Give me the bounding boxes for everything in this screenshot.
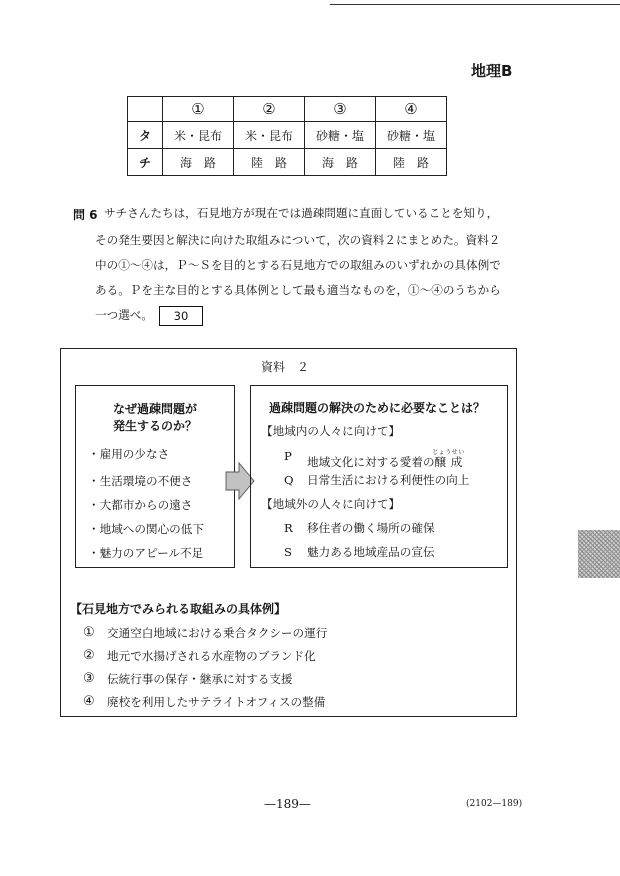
table-cell: 砂糖・塩 <box>376 122 447 149</box>
ruby-word <box>432 449 465 469</box>
table-column-header: ③ <box>305 97 376 122</box>
example-marker: ④ <box>83 694 95 709</box>
causes-title-line: なぜ過疎問題が <box>112 402 197 416</box>
solution-text: 移住者の働く場所の確保 <box>307 521 435 535</box>
ruby-reading: じょうせい <box>432 449 465 456</box>
table-cell: 米・昆布 <box>234 122 305 149</box>
table-column-header: ② <box>234 97 305 122</box>
table-cell: 海 路 <box>163 149 234 176</box>
question-line: サチさんたちは，石見地方が現在では過疎問題に直面していることを知り， <box>104 206 499 220</box>
example-marker: ② <box>83 648 95 663</box>
cause-item: ・地域への関心の低下 <box>88 522 204 536</box>
solutions-heading-inside: 【地域内の人々に向けて】 <box>261 424 401 438</box>
page-code: (2102—189) <box>466 799 523 809</box>
question-last-line <box>95 306 203 326</box>
table-header-row <box>128 97 447 122</box>
example-text: 交通空白地域における乗合タクシーの運行 <box>107 626 328 640</box>
example-text: 廃校を利用したサテライトオフィスの整備 <box>107 695 326 709</box>
example-text: 伝統行事の保存・継承に対する支援 <box>107 672 293 686</box>
question-line: その発生要因と解決に向けた取組みについて，次の資料２にまとめた。資料２ <box>95 233 501 247</box>
example-text: 地元で水揚げされる水産物のブランド化 <box>107 649 316 663</box>
page-number: —189— <box>264 797 311 811</box>
cause-item: ・大都市からの遠さ <box>88 498 193 512</box>
cause-item: ・魅力のアピール不足 <box>88 546 204 560</box>
table-row <box>128 149 447 176</box>
solution-text: 地域文化に対する愛着の <box>307 455 435 469</box>
solution-text: 日常生活における利便性の向上 <box>307 473 470 487</box>
choices-table <box>127 96 447 176</box>
solution-key: R <box>284 521 293 535</box>
subject-title: 地理B <box>471 62 513 80</box>
answer-number-box: 30 <box>159 306 203 326</box>
table-column-header: ④ <box>376 97 447 122</box>
table-cell: 陸 路 <box>234 149 305 176</box>
solutions-heading-outside: 【地域外の人々に向けて】 <box>261 497 401 511</box>
examples-heading: 【石見地方でみられる取組みの具体例】 <box>70 602 287 616</box>
material-box <box>60 348 517 717</box>
causes-title-line: 発生するのか？ <box>112 419 197 433</box>
question-line: 一つ選べ。 <box>95 308 153 322</box>
solution-key: P <box>284 449 292 463</box>
table-cell: 砂糖・塩 <box>305 122 376 149</box>
question-line: 中の①～④は，Ｐ～Ｓを目的とする石見地方での取組みのいずれかの具体例で <box>95 258 501 272</box>
table-row-label: チ <box>128 149 163 176</box>
ruby-base: 醸成 <box>432 455 465 469</box>
example-marker: ③ <box>83 671 95 686</box>
side-index-tab <box>578 530 620 578</box>
table-cell: 米・昆布 <box>163 122 234 149</box>
solution-key: S <box>284 545 292 559</box>
question-number: 問 6 <box>73 208 98 222</box>
solutions-box <box>250 385 508 568</box>
table-corner-cell <box>128 97 163 122</box>
solutions-title: 過疎問題の解決のために必要なことは？ <box>269 401 486 415</box>
top-rule <box>330 4 620 5</box>
causes-box <box>75 385 235 568</box>
table-row-label: タ <box>128 122 163 149</box>
table-cell: 陸 路 <box>376 149 447 176</box>
table-row <box>128 122 447 149</box>
solution-text: 魅力ある地域産品の宣伝 <box>307 545 435 559</box>
cause-item: ・生活環境の不便さ <box>88 474 193 488</box>
cause-item: ・雇用の少なさ <box>88 447 170 461</box>
example-marker: ① <box>83 625 95 640</box>
material-title: 資料 ２ <box>261 360 310 374</box>
solution-key: Q <box>284 473 294 487</box>
table-column-header: ① <box>163 97 234 122</box>
question-line: ある。Ｐを主な目的とする具体例として最も適当なものを，①～④のうちから <box>95 283 501 297</box>
table-cell: 海 路 <box>305 149 376 176</box>
solution-item <box>307 449 465 469</box>
